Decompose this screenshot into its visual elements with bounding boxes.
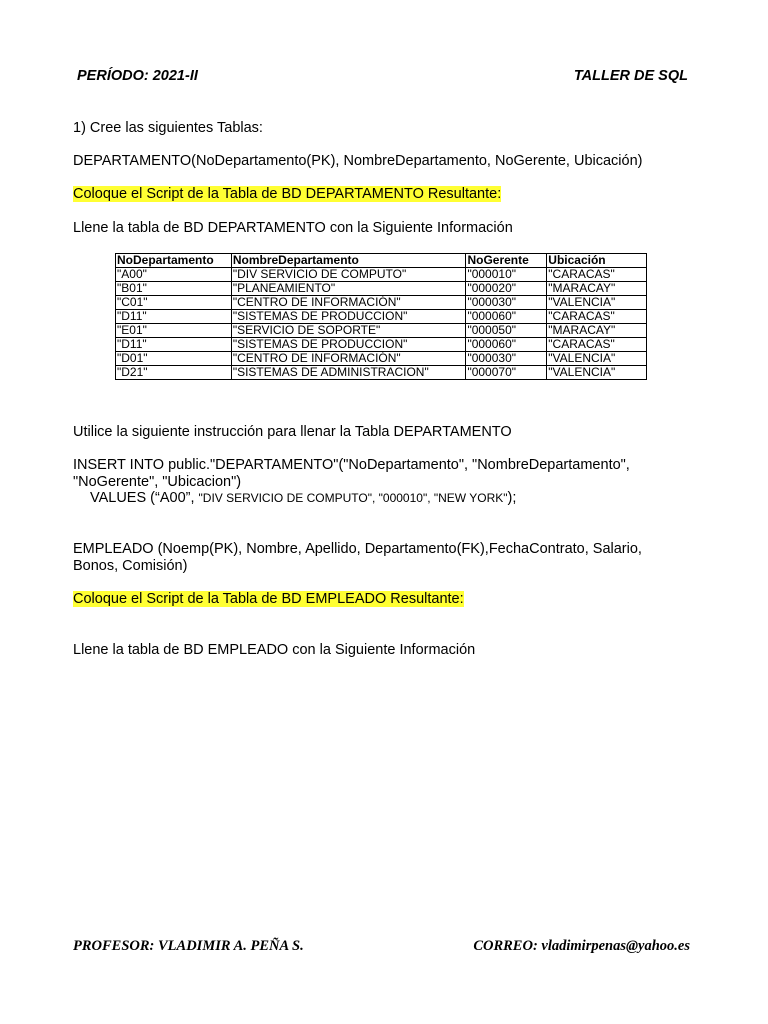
table-cell: "PLANEAMIENTO" xyxy=(231,282,466,296)
table-cell: "000060" xyxy=(466,310,547,324)
table-body xyxy=(116,268,647,380)
table-cell: "A00" xyxy=(116,268,232,282)
table-cell: "000050" xyxy=(466,324,547,338)
email-label: CORREO: vladimirpenas@yahoo.es xyxy=(473,938,690,954)
table-cell: "SISTEMAS DE PRODUCCION" xyxy=(231,310,466,324)
period-label: PERÍODO: 2021-II xyxy=(77,68,198,84)
insert-intro: Utilice la siguiente instrucción para llenar la Tabla DEPARTAMENTO xyxy=(73,424,512,440)
step-1-text: 1) Cree las siguientes Tablas: xyxy=(73,120,263,136)
table-cell: "D01" xyxy=(116,352,232,366)
table-cell: "VALENCIA" xyxy=(547,352,647,366)
table-row xyxy=(116,296,647,310)
departamento-table xyxy=(115,253,647,380)
values-prefix: VALUES (“A00”, xyxy=(90,490,199,506)
values-args: "DIV SERVICIO DE COMPUTO", "000010", "NEW YORK" xyxy=(198,491,508,505)
column-header: Ubicación xyxy=(547,254,647,268)
table-row xyxy=(116,352,647,366)
table-cell: "C01" xyxy=(116,296,232,310)
emp-definition-line-1: EMPLEADO (Noemp(PK), Nombre, Apellido, Departamento(FK),FechaContrato, Salario, xyxy=(73,541,642,557)
table-cell: "000030" xyxy=(466,296,547,310)
emp-definition-line-2: Bonos, Comisión) xyxy=(73,558,188,574)
table-cell: "SISTEMAS DE PRODUCCION" xyxy=(231,338,466,352)
table-cell: "000060" xyxy=(466,338,547,352)
table-header-row xyxy=(116,254,647,268)
table-row xyxy=(116,310,647,324)
table-cell: "CARACAS" xyxy=(547,310,647,324)
table-cell: "CARACAS" xyxy=(547,268,647,282)
insert-line-1: INSERT INTO public."DEPARTAMENTO"("NoDepartamento", "NombreDepartamento", xyxy=(73,457,630,473)
table-cell: "D11" xyxy=(116,338,232,352)
table-row xyxy=(116,338,647,352)
column-header: NoDepartamento xyxy=(116,254,232,268)
table-cell: "CENTRO DE INFORMACIÓN" xyxy=(231,352,466,366)
insert-line-2: "NoGerente", "Ubicacion") xyxy=(73,474,242,490)
values-suffix: ); xyxy=(507,490,517,506)
table-cell: "CENTRO DE INFORMACIÓN" xyxy=(231,296,466,310)
dept-definition: DEPARTAMENTO(NoDepartamento(PK), NombreDepartamento, NoGerente, Ubicación) xyxy=(73,153,643,169)
column-header: NoGerente xyxy=(466,254,547,268)
values-line xyxy=(90,490,516,506)
table-row xyxy=(116,366,647,380)
emp-script-prompt xyxy=(73,591,464,608)
table-cell: "SERVICIO DE SOPORTE" xyxy=(231,324,466,338)
table-cell: "DIV SERVICIO DE COMPUTO" xyxy=(231,268,466,282)
column-header: NombreDepartamento xyxy=(231,254,466,268)
table-cell: "VALENCIA" xyxy=(547,296,647,310)
table-cell: "E01" xyxy=(116,324,232,338)
table-cell: "D11" xyxy=(116,310,232,324)
table-row xyxy=(116,282,647,296)
table-cell: "000020" xyxy=(466,282,547,296)
table-row xyxy=(116,324,647,338)
table-cell: "MARACAY" xyxy=(547,324,647,338)
table-cell: "B01" xyxy=(116,282,232,296)
table-cell: "VALENCIA" xyxy=(547,366,647,380)
table-row xyxy=(116,268,647,282)
table-cell: "CARACAS" xyxy=(547,338,647,352)
emp-fill-instruction: Llene la tabla de BD EMPLEADO con la Siguiente Información xyxy=(73,642,476,658)
table-cell: "000070" xyxy=(466,366,547,380)
table-cell: "000010" xyxy=(466,268,547,282)
dept-fill-instruction: Llene la tabla de BD DEPARTAMENTO con la Siguiente Información xyxy=(73,220,513,236)
professor-label: PROFESOR: VLADIMIR A. PEÑA S. xyxy=(73,938,304,954)
emp-script-highlight: Coloque el Script de la Tabla de BD EMPLEADO Resultante: xyxy=(73,591,464,607)
dept-script-prompt xyxy=(73,186,501,203)
table-cell: "MARACAY" xyxy=(547,282,647,296)
table-cell: "000030" xyxy=(466,352,547,366)
table-cell: "D21" xyxy=(116,366,232,380)
dept-script-highlight: Coloque el Script de la Tabla de BD DEPARTAMENTO Resultante: xyxy=(73,186,502,202)
table-cell: "SISTEMAS DE ADMINISTRACION" xyxy=(231,366,466,380)
course-title: TALLER DE SQL xyxy=(573,68,688,84)
